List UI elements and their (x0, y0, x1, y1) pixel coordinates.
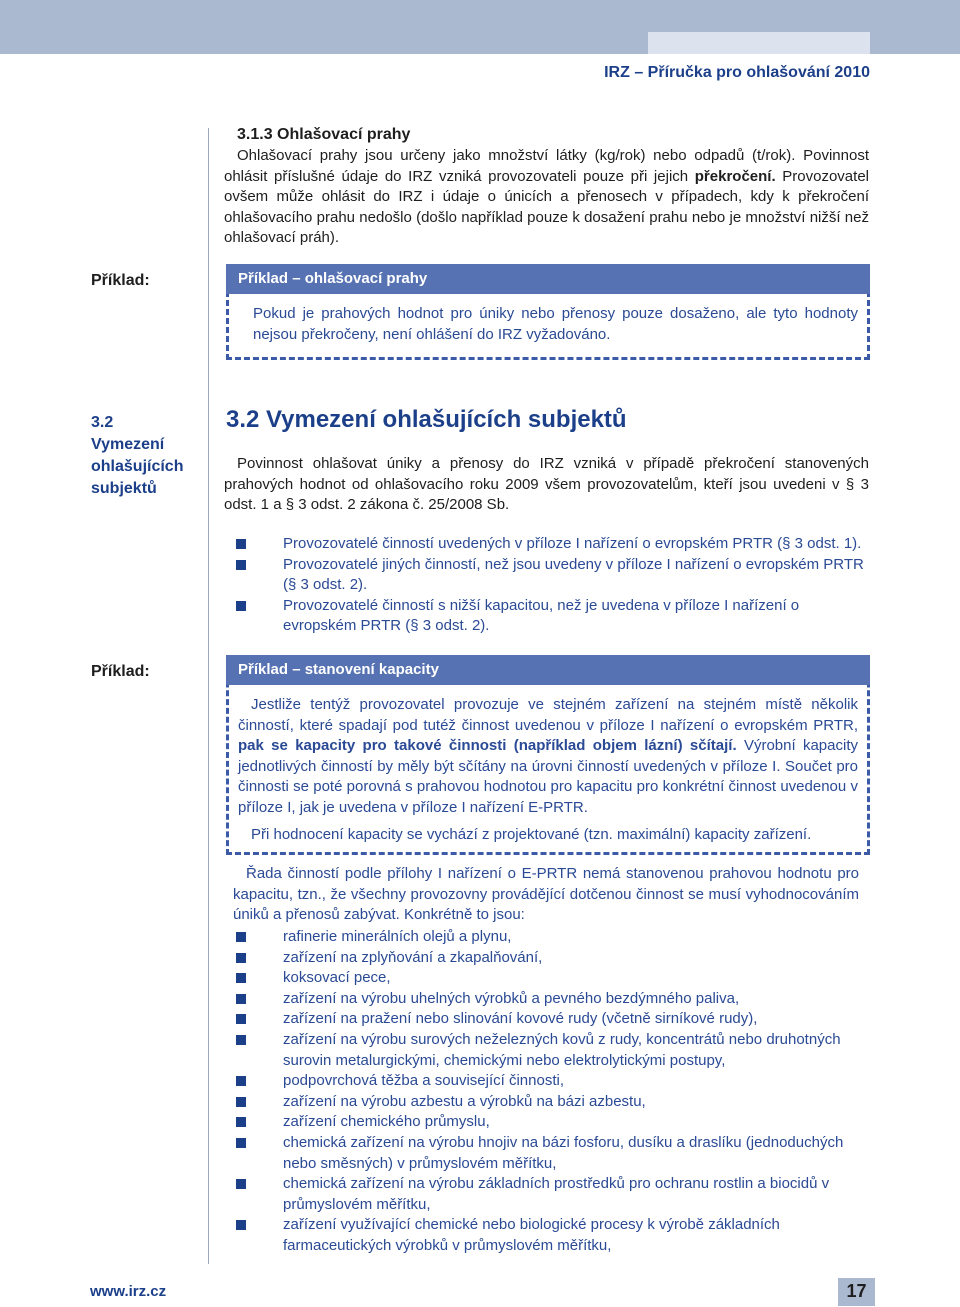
bullet-square-icon (236, 539, 246, 549)
list-item-text: zařízení na výrobu surových neželezných kovů z rudy, koncentrátů nebo druhotných surovin metalurgickými, chemickými nebo elektrolytickými postupy, (283, 1030, 841, 1069)
section-32-heading: 3.2 Vymezení ohlašujících subjektů (226, 406, 627, 433)
example-box-title: Příklad – ohlašovací prahy (226, 264, 870, 294)
list-item-text: chemická zařízení na výrobu hnojiv na bázi fosforu, dusíku a draslíku (jednoduchých nebo směsných) v průmyslovém měřítku, (283, 1133, 844, 1172)
list-item (226, 1215, 869, 1256)
list-item (226, 1092, 869, 1113)
bullet-square-icon (236, 953, 246, 963)
list-item (226, 927, 869, 948)
bullet-square-icon (236, 601, 246, 611)
section-32-side-label (91, 412, 183, 500)
page-number: 17 (846, 1281, 867, 1301)
bullet-square-icon (236, 1138, 246, 1148)
example-box-body: Pokud je prahových hodnot pro úniky nebo přenosy pouze dosaženo, ale tyto hodnoty nejsou překročeny, není ohlášení do IRZ vyžadováno. (253, 305, 858, 343)
running-header-title: IRZ – Příručka pro ohlašování 2010 (604, 64, 870, 81)
list-item (226, 555, 869, 596)
list-item (226, 1112, 869, 1133)
list-item (226, 534, 869, 555)
list-item-text: zařízení na výrobu azbestu a výrobků na bázi azbestu, (283, 1092, 646, 1110)
list-item-text: podpovrchová těžba a související činnosti, (283, 1072, 564, 1090)
list-item-text: Provozovatelé jiných činností, než jsou uvedeny v příloze I nařízení o evropském PRTR (§ 3 odst. 2). (283, 555, 864, 594)
example-box-thresholds (226, 264, 870, 360)
section-32-intro-text: Povinnost ohlašovat úniky a přenosy do IRZ vzniká v případě překročení stanovených prahových hodnot od ohlašovacího roku 2009 všem provozovatelům, kteří jsou uvedeni v § 3 odst. 1 a § 3 odst. 2 zákona č. 25/2008 Sb. (224, 455, 869, 514)
bullet-square-icon (236, 1220, 246, 1230)
list-item (226, 1174, 869, 1215)
footer-website-url: www.irz.cz (90, 1283, 167, 1300)
bullet-square-icon (236, 1097, 246, 1107)
side-section-word-2: ohlašujících (91, 458, 184, 475)
example2-paragraph-1 (238, 695, 858, 819)
bullet-square-icon (236, 1179, 246, 1189)
example2-paragraph-2: Při hodnocení kapacity se vychází z projektované (tzn. maximální) kapacity zařízení. (251, 826, 812, 843)
list-item-text: koksovací pece, (283, 969, 391, 987)
side-section-word-3: subjektů (91, 480, 157, 497)
example2-side-label: Příklad: (91, 663, 150, 680)
list-item-text: rafinerie minerálních olejů a plynu, (283, 928, 512, 945)
bullet-square-icon (236, 1117, 246, 1127)
list-item (226, 1009, 869, 1030)
list-item-text: Provozovatelé činností uvedených v příloze I nařízení o evropském PRTR (§ 3 odst. 1). (283, 535, 862, 552)
list-item (226, 1071, 869, 1092)
list-item-text: Provozovatelé činností s nižší kapacitou, než je uvedena v příloze I nařízení o evropském PRTR (§ 3 odst. 2). (283, 596, 800, 635)
activities-list (226, 927, 869, 1257)
side-section-number: 3.2 (91, 414, 114, 431)
list-item-text: zařízení na zplyňování a zkapalňování, (283, 948, 543, 966)
margin-rule (208, 128, 209, 1264)
bullet-square-icon (236, 994, 246, 1004)
section-313-text-bold: překročení. (694, 167, 776, 185)
bullet-square-icon (236, 1035, 246, 1045)
list-item (226, 989, 869, 1010)
example2-p1-bold: pak se kapacity pro takové činnosti (například objem lázní) sčítají. (238, 737, 737, 755)
example2-paragraph-3 (233, 864, 859, 926)
example-side-label: Příklad: (91, 272, 150, 289)
section-313-paragraph (224, 146, 869, 249)
bullet-square-icon (236, 1076, 246, 1086)
list-item (226, 948, 869, 969)
example2-p3-text: Řada činností podle přílohy I nařízení o E-PRTR nemá stanovenou prahovou hodnotu pro kapacitu, tzn., že všechny provozovny provádějící dotčenou činnost se musí vyhodnocováním úniků a přenosů zabývat. Konkrétně to jsou: (233, 865, 859, 924)
example2-p1-a: Jestliže tentýž provozovatel provozuje ve stejném zařízení na stejném místě několik činností, které spadají pod tutéž činnost uvedenou v příloze I nařízení o evropském PRTR, (238, 696, 858, 734)
section-32-bullet-list (226, 534, 869, 637)
example-box-capacity (226, 655, 870, 855)
list-item-text: chemická zařízení na výrobu základních prostředků pro ochranu rostlin a biocidů v průmyslovém měřítku, (283, 1175, 830, 1213)
bullet-square-icon (236, 1014, 246, 1024)
list-item-text: zařízení na výrobu uhelných výrobků a pevného bezdýmného paliva, (283, 989, 740, 1007)
bullet-square-icon (236, 560, 246, 570)
header-accent-box (648, 32, 870, 54)
list-item-text: zařízení na pražení nebo slinování kovové rudy (včetně sirníkové rudy), (283, 1010, 758, 1028)
list-item (226, 596, 869, 637)
section-313-text-b: Provozovatel ovšem může ohlásit do IRZ i údaje o únicích a přenosech v případech, kdy k překročení ohlašovacího prahu nedošlo (došlo například pouze k dosažení prahu nebo je množství nižší než ohlašovací práh). (224, 167, 869, 247)
section-32-intro (224, 454, 869, 516)
example2-box-title: Příklad – stanovení kapacity (226, 655, 870, 685)
section-313-heading: 3.1.3 Ohlašovací prahy (237, 126, 411, 143)
list-item (226, 1030, 869, 1071)
example2-p1-c: Výrobní kapacity jednotlivých činností by měly být sčítány na úrovni činností uvedených v příloze I. Součet pro činnosti se poté porovná s prahovou hodnotou pro kapacitu pro konkrétní činnost uvedenou v příloze I, jak je uvedena v příloze I nařízení E-PRTR. (238, 737, 858, 816)
list-item-text: zařízení využívající chemické nebo biologické procesy k výrobě základních farmaceutických výrobků v průmyslovém měřítku, (283, 1216, 780, 1254)
list-item (226, 968, 869, 989)
bullet-square-icon (236, 973, 246, 983)
list-item (226, 1133, 869, 1174)
bullet-square-icon (236, 932, 246, 942)
side-section-word-1: Vymezení (91, 436, 165, 453)
list-item-text: zařízení chemického průmyslu, (283, 1113, 490, 1131)
section-313-text-a: Ohlašovací prahy jsou určeny jako množství látky (kg/rok) nebo odpadů (t/rok). Povinnost ohlásit příslušné údaje do IRZ vzniká provozovateli pouze při jejich (224, 147, 869, 185)
